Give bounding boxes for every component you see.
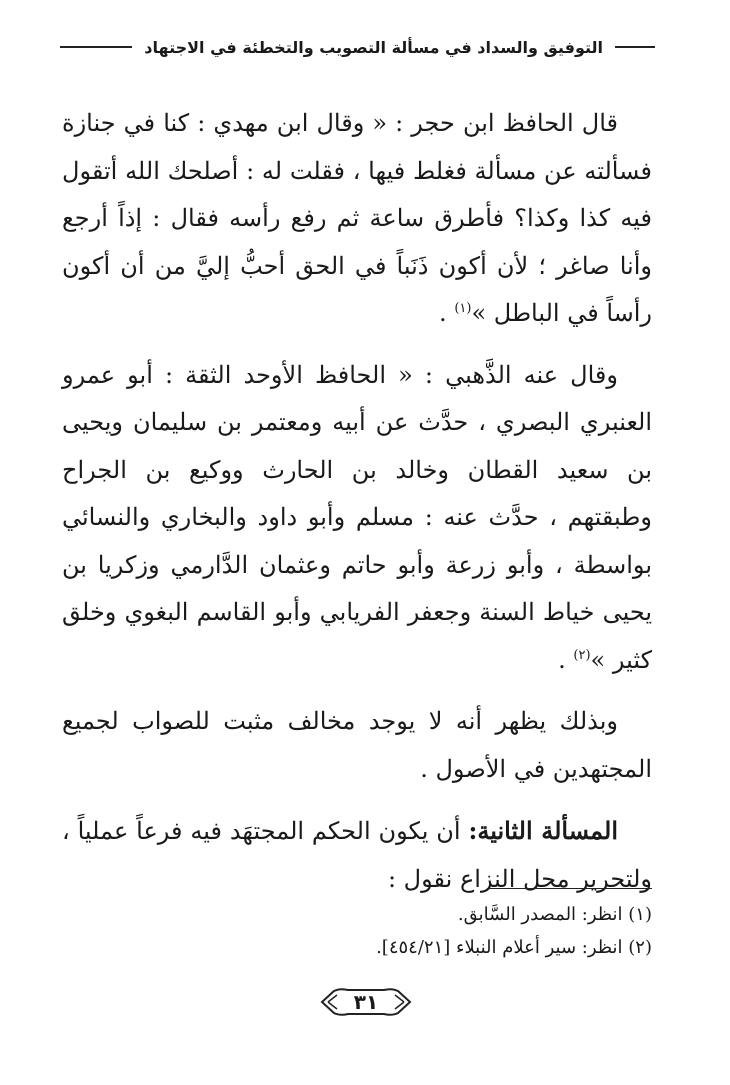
paragraph-text: وقال عنه الذَّهبي : « الحافظ الأوحد الثقة : أبو عمرو العنبري البصري ، حدَّث عن أبيه ومعتمر بن سليمان ويحيى بن سعيد القطان وخالد بن الحارث ووكيع بن الجراح وطبقتهم ، حدَّث عنه : مسلم وأبو داود والبخاري والنسائي بواسطة ، وأبو زرعة وأبو حاتم وعثمان الدَّارمي وزكريا بن يحيى خياط السنة وجعفر الفريابي وأبو القاسم البغوي وخلق كثير »	[62, 360, 652, 674]
header-title: التوفيق والسداد في مسألة التصويب والتخطئة في الاجتهاد	[144, 37, 603, 57]
footnotes	[62, 898, 652, 964]
paragraph-text: أن يكون الحكم المجتهَد فيه فرعاً عملياً ، ولتحرير محل النزاع نقول :	[62, 817, 652, 893]
paragraph-end: .	[558, 645, 574, 674]
paragraph-ibn-hajar-quote	[62, 100, 652, 338]
header-rule-left	[60, 46, 132, 48]
paragraph-dhahabi-quote	[62, 352, 652, 685]
paragraph-text: وبذلك يظهر أنه لا يوجد مخالف مثبت للصواب لجميع المجتهدين في الأصول .	[62, 707, 652, 783]
footnote-1: (١) انظر: المصدر السَّابق.	[457, 904, 652, 925]
footnote-ref-1: (١)	[454, 301, 472, 316]
paragraph-end: .	[439, 299, 455, 327]
footnote-2: (٢) انظر: سير أعلام النبلاء [٤٥٤/٢١].	[376, 937, 652, 958]
paragraph-conclusion	[62, 698, 652, 793]
section-lead: المسألة الثانية:	[468, 816, 618, 845]
paragraph-text: قال الحافظ ابن حجر : « وقال ابن مهدي : كنا في جنازة فسألته عن مسألة فغلط فيها ، فقلت له : أصلحك الله أتقول فيه كذا وكذا؟ فأطرق ساعة ثم رفع رأسه فقال : إذاً أرجع وأنا صاغر ؛ لأن أكون ذَنَباً في الحق أحبُّ إليَّ من أن أكون رأساً في الباطل »	[62, 109, 652, 327]
page-number-ornament	[318, 985, 414, 1019]
footnote-separator	[487, 888, 652, 889]
page-number: ٣١	[353, 990, 379, 1014]
running-header	[60, 30, 655, 64]
main-text	[62, 100, 652, 917]
footnote-ref-2: (٢)	[573, 647, 591, 663]
header-rule-right	[615, 46, 655, 48]
